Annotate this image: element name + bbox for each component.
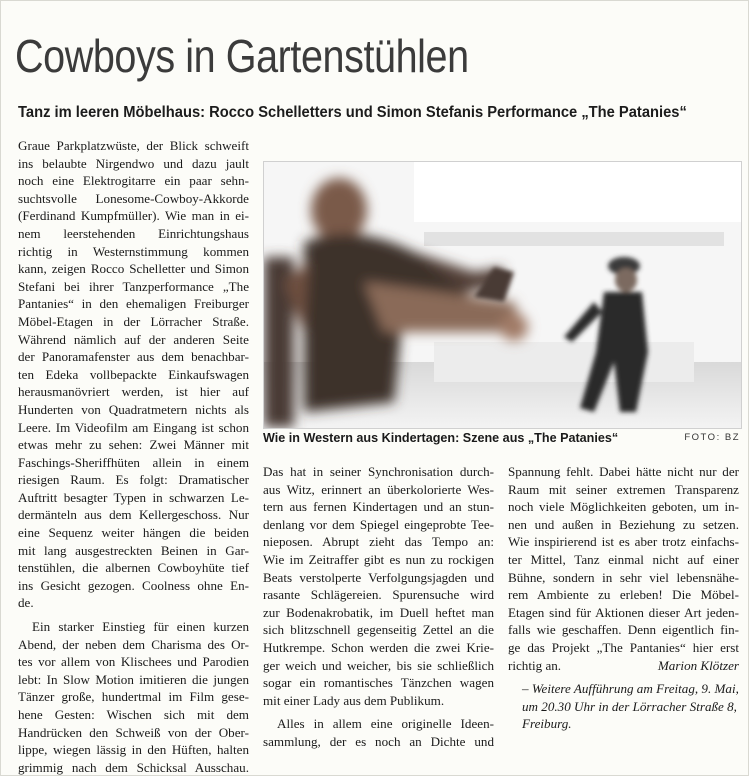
photo-caption: Wie in Western aus Kindertagen: Szene aus „The Patanies“ — [263, 431, 619, 445]
performance-photo — [263, 161, 742, 429]
text-line: der Panoramafenster aus dem benachbar- — [18, 349, 249, 365]
article-column-3 — [508, 463, 739, 733]
text-line: falls wie geschaffen. Denn eigentlich fin- — [508, 622, 739, 638]
text-line: Etagen sind für Aktionen dieser Art jeden- — [508, 604, 739, 620]
photo-caption-row — [263, 431, 740, 445]
text-line: lippe, wiegen lässig in den Hüften, halten — [18, 742, 249, 758]
text-line: hene Gesten: Wischen sich mit dem — [18, 707, 249, 722]
text-line: ins belaubte Nirgendwo und dazu jault — [18, 155, 249, 171]
article-column-2 — [263, 463, 494, 751]
text-line: noch viele Möglichkeiten geboten, um in- — [508, 499, 739, 515]
text-line: Pantanies“ in den ehemaligen Freiburger — [18, 296, 249, 312]
photo-illustration — [264, 162, 741, 428]
text-line: sammlung, der es noch an Dichte und — [263, 733, 494, 749]
text-line: ter Mittel, Tanz einmal nicht auf einer — [508, 551, 739, 567]
text-line: Auftritt besagter Typen in schwarzen Le- — [18, 489, 249, 505]
text-line: riesigen Raum. Es folgt: Dramatischer — [18, 472, 249, 488]
text-line: Hutkrempe. Schon werden die zwei Krie- — [263, 639, 494, 655]
text-line: Während nämlich auf der anderen Seite — [18, 331, 249, 347]
author-name: Marion Klötzer — [657, 657, 739, 673]
text-line: grimmig nach dem Schicksal Ausschau. — [18, 759, 249, 775]
text-line: aus Witz, erinnert an überkolorierte Wes- — [263, 481, 494, 497]
text-line: ten Edeka vollbepackte Einkaufswagen — [18, 366, 249, 382]
text-line: Beats verstolperte Verfolgungsjagden und — [263, 569, 494, 585]
text-line: Spannung fehlt. Dabei hätte nicht nur der — [508, 464, 739, 479]
footnote-line: um 20.30 Uhr in der Lörracher Straße 8, — [522, 698, 737, 714]
text-line: Handrücken den Schweiß von der Ober- — [18, 724, 249, 740]
text-line: dermänteln aus dem Kellergeschoss. Nur — [18, 507, 249, 523]
text-line: etwas mehr zu sehen: Zwei Männer mit — [18, 437, 249, 453]
photo-credit: FOTO: BZ — [684, 432, 740, 443]
text-line: nem leerstehenden Einrichtungshaus — [18, 225, 249, 241]
text-line: Abend, der neben dem Charisma des Or- — [18, 636, 249, 652]
text-line: suchtsvolle Lonesome-Cowboy-Akkorde — [18, 190, 249, 206]
text-line: Wie inspirierend ist es aber trotz einfachs- — [508, 534, 739, 550]
text-line: Raum mit seiner extremen Transparenz — [508, 481, 739, 497]
text-line: kann, zeigen Rocco Schelletter und Simon — [18, 261, 249, 277]
footnote-line: Freiburg. — [522, 716, 572, 732]
article-column-1 — [18, 137, 249, 776]
text-line: Stefani bei ihrer Tanzperformance „The — [18, 278, 249, 294]
text-line: rem Ambiente zu erleben! Die Möbel- — [508, 587, 739, 603]
text-line: de. — [18, 595, 34, 611]
text-line: nen und außen in Beziehung zu setzen. — [508, 516, 739, 532]
text-line: richtig in Westernstimmung kommen — [18, 243, 249, 259]
text-line: Möbel-Etagen in der Lörracher Straße. — [18, 313, 249, 329]
text-line: Faschings-Sheriffhüten allein in einem — [18, 454, 249, 470]
text-line: noch eine Elektrogitarre ein paar sehn- — [18, 173, 249, 189]
text-line: sogar ein romantisches Tänzchen wagen — [263, 675, 494, 691]
article-subheadline: Tanz im leeren Möbelhaus: Rocco Schelletters und Simon Stefanis Performance „The Patanies“ — [18, 104, 687, 121]
text-line: lebt: In Slow Motion imitieren die jungen — [18, 671, 249, 687]
text-line: richtig an. — [508, 657, 562, 673]
text-line: Tänzer große, hundertmal im Film gese- — [18, 689, 249, 705]
text-line: tern aus fernen Kindertagen und an stun- — [263, 499, 494, 515]
text-line: herausmanövriert werden, ist hier auf — [18, 384, 249, 400]
text-line: Graue Parkplatzwüste, der Blick schweift — [18, 138, 249, 153]
text-line: Das hat in seiner Synchronisation durch- — [263, 464, 494, 479]
text-line: ge das Projekt „The Pantanies“ hier erst — [508, 639, 739, 655]
text-line: Wie im Zeitraffer gibt es nun zu rockigen — [263, 551, 494, 567]
text-line: zur Bodenakrobatik, im Duell heftet man — [263, 604, 494, 620]
text-line: ins Gesicht gezogen. Coolness ohne En- — [18, 577, 249, 593]
text-line: (Ferdinand Kumpfmüller). Wie man in ei- — [18, 208, 249, 224]
text-line: Alles in allem eine originelle Ideen- — [277, 716, 494, 732]
text-line: eine Sequenz weiter hängen die beiden — [18, 525, 249, 541]
text-line: rasante Schlägereien. Spurensuche wird — [263, 587, 494, 603]
text-line: Leere. Im Videofilm am Eingang ist schon — [18, 419, 249, 435]
text-line: mit einer Lady aus dem Publikum. — [263, 692, 445, 708]
text-line: Bühne, sondern in sehr viel lebensnähe- — [508, 569, 739, 585]
text-line: denlang vor dem Spiegel eingeprobte Tee- — [263, 516, 494, 532]
text-line: tenstühlen, die albernen Cowboyhüte tief — [18, 560, 249, 576]
signature-line — [508, 657, 739, 675]
text-line: nieposen. Abrupt zieht das Tempo an: — [263, 534, 494, 550]
text-line: Ein starker Einstieg für einen kurzen — [32, 619, 249, 635]
article-headline: Cowboys in Gartenstühlen — [15, 30, 469, 82]
footnote-line: – Weitere Aufführung am Freitag, 9. Mai, — [522, 681, 739, 697]
text-line: Hunderten von Quadratmetern nichts als — [18, 401, 249, 417]
text-line: mit lang ausgestreckten Beinen in Gar- — [18, 542, 249, 558]
text-line: sich blitzschnell gegenseitig Zettel an die — [263, 622, 494, 638]
text-line: ger weich und weicher, bis sie schließlich — [263, 657, 494, 673]
text-line: tes vor allem von Klischees und Parodien — [18, 654, 249, 670]
